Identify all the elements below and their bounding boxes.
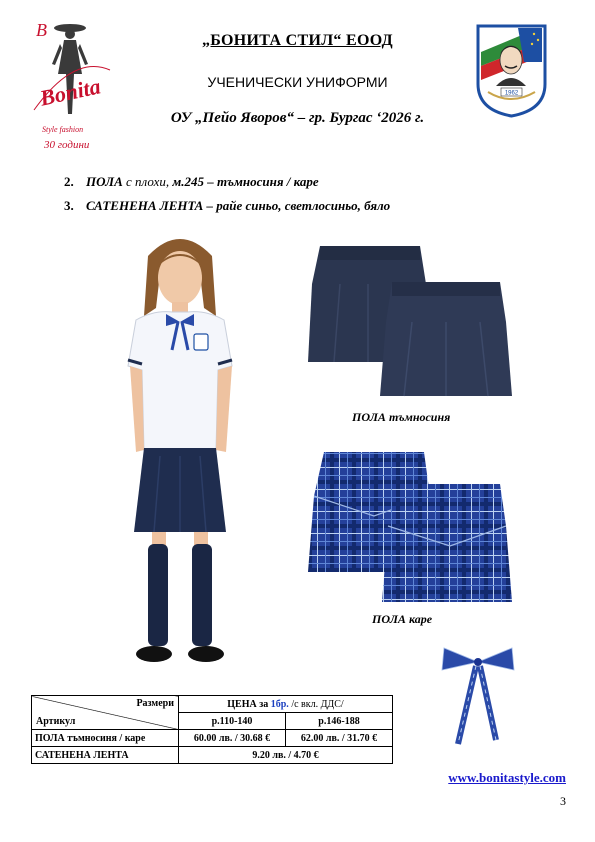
article-header: Артикул	[36, 716, 76, 727]
document-subtitle: УЧЕНИЧЕСКИ УНИФОРМИ	[207, 74, 388, 90]
price-table	[31, 695, 393, 764]
logo-tagline: Style fashion	[42, 125, 84, 134]
table-corner-header	[32, 696, 179, 730]
item-rest: м.245 – тъмносиня / каре	[169, 174, 319, 189]
school-title: ОУ „Пейо Яворов“ – гр. Бургас ‘2026 г.	[170, 110, 425, 126]
item-name: САТЕНЕНА ЛЕНТА	[86, 198, 204, 213]
article-cell: САТЕНЕНА ЛЕНТА	[32, 747, 179, 764]
size-header: р.146-188	[286, 713, 393, 730]
item-desc: с плохи,	[122, 174, 170, 189]
price-cell: 9.20 лв. / 4.70 €	[179, 747, 393, 764]
emblem-year: 1962	[504, 90, 519, 97]
item-number: 3.	[64, 198, 74, 213]
company-name: „БОНИТА СТИЛ“ ЕООД	[201, 32, 393, 49]
item-number: 2.	[64, 174, 74, 189]
page-number: 3	[560, 794, 566, 808]
logo-letter: B	[36, 20, 47, 40]
table-row	[32, 747, 393, 764]
item-skirt	[64, 174, 319, 190]
table-row	[32, 730, 393, 747]
item-name: ПОЛА	[86, 174, 123, 189]
navy-skirt-photo	[300, 240, 525, 400]
item-rest: – райе синьо, светлосиньо, бяло	[203, 198, 391, 213]
plaid-skirt-caption: ПОЛА каре	[372, 612, 433, 626]
logo-brand: Bonita	[37, 73, 103, 111]
price-header: ЦЕНА за 1бр. /с вкл. ДДС/	[179, 696, 393, 713]
school-emblem	[474, 22, 549, 118]
sizes-header: Размери	[136, 698, 174, 709]
website-link[interactable]: www.bonitastyle.com	[448, 770, 566, 785]
article-cell: ПОЛА тъмносиня / каре	[32, 730, 179, 747]
price-cell: 60.00 лв. / 30.68 €	[179, 730, 286, 747]
price-cell: 62.00 лв. / 31.70 €	[286, 730, 393, 747]
item-ribbon	[64, 198, 390, 214]
size-header: р.110-140	[179, 713, 286, 730]
plaid-skirt-photo	[300, 450, 525, 608]
satin-ribbon-photo	[440, 640, 516, 748]
logo-years: 30 години	[44, 139, 90, 151]
student-uniform-photo	[108, 226, 253, 672]
navy-skirt-caption: ПОЛА тъмносиня	[352, 410, 451, 424]
price-qty: 1бр.	[270, 698, 289, 710]
